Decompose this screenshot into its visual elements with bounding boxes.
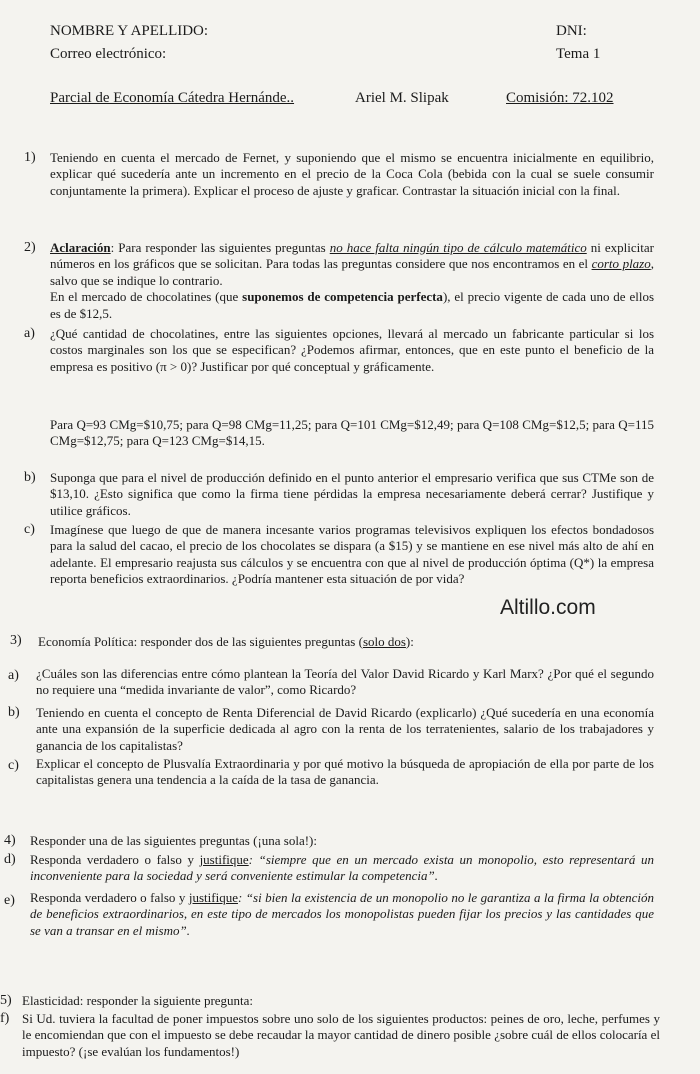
q2a-text: ¿Qué cantidad de chocolatines, entre las siguientes opciones, llevará al mercado un fabricante particular si los costos marginales son los que se especifican? ¿Podemos afirmar, entonces, que en este punto el beneficio de la empresa es positivo (π > 0)? Justificar por qué conceptual y gráficamente. (50, 326, 654, 374)
q2-number: 2) (24, 240, 36, 255)
q2-p2-b: ), el precio vigente de cada uno de ellos es de $12,5. (50, 289, 655, 321)
q4d-u: justifique (199, 852, 249, 867)
dni-label: DNI: (556, 23, 587, 39)
q2-p1-a: : Para responder las siguientes preguntas (110, 240, 330, 255)
q2-p1-c: , salvo que se indique lo contrario. (50, 256, 654, 288)
q2a-label: a) (24, 326, 35, 341)
q3c-text: Explicar el concepto de Plusvalía Extraordinaria y por qué motivo la búsqueda de apropiación de ella por parte de los capitalistas genera una tendencia a la caída de la tasa de ganancia. (36, 756, 654, 788)
tema-label: Tema 1 (556, 46, 601, 62)
email-label: Correo electrónico: (50, 46, 167, 62)
q5f-label: f) (0, 1011, 10, 1026)
q2b-text: Suponga que para el nivel de producción definido en el punto anterior el empresario verifica que sus CTMe son de $13,10. ¿Esto significa que como la firma tiene pérdidas la empresa necesariamente deberá cerrar? Justifique y utilice gráficos. (50, 470, 654, 518)
q3-title-b: ): (405, 634, 414, 649)
q3c-label: c) (8, 758, 19, 773)
q2-aclaracion-label: Aclaración (50, 240, 111, 255)
q3a-text: ¿Cuáles son las diferencias entre cómo plantean la Teoría del Valor David Ricardo y Karl Marx? ¿Por qué el segundo no requiere una “medida invariante de valor”, como Ricardo? (36, 666, 654, 698)
q4e-label: e) (4, 893, 15, 908)
name-label: NOMBRE Y APELLIDO: (50, 23, 209, 39)
q2c-text: Imagínese que luego de que de manera incesante varios programas televisivos expliquen los efectos bondadosos para la salud del cacao, el precio de los chocolates se dispara (a $15) y se mantiene en ese nivel más alto de ahí en adelante. El empresario reajusta sus cálculos y se encuentra con que al nivel de producción óptima (Q*) la empresa reporta beneficios extraordinarios. ¿Podría mantener esta situación de por vida? (50, 522, 654, 587)
q2-clarification (50, 240, 654, 322)
q3a-label: a) (8, 668, 19, 683)
watermark-logo: Altillo.com (500, 596, 596, 619)
q3-number: 3) (10, 633, 22, 648)
q5f-text: Si Ud. tuviera la facultad de poner impuestos sobre uno solo de los siguientes productos: peines de oro, leche, perfumes y le encomiendan que con el impuesto se debe recaudar la mayor cantidad de dinero posible ¿sobre cuál de ellos colocaría el impuesto? (¡se evalúan los fundamentos!) (22, 1011, 660, 1059)
q3b-label: b) (8, 705, 20, 720)
course-title: Parcial de Economía Cátedra Hernánde.. (50, 90, 295, 106)
q2-p1-emph2: corto plazo (591, 256, 651, 272)
q4d-a: Responda verdadero o falso y (30, 852, 200, 867)
q3b-text: Teniendo en cuenta el concepto de Renta Diferencial de David Ricardo (explicarlo) ¿Qué sucedería en una economía ante una expansión de la superficie dedicada al agro con la renta de los terratenientes, salario de los trabajadores y ganancia de los capitalistas? (36, 705, 654, 753)
q2b-label: b) (24, 470, 36, 485)
commission-label: Comisión: 72.102 (506, 90, 614, 106)
q2a-data: Para Q=93 CMg=$10,75; para Q=98 CMg=11,25; para Q=101 CMg=$12,49; para Q=108 CMg=$12,5; para Q=115 CMg=$12,75; para Q=123 CMg=$14,15. (50, 417, 654, 449)
q1-text: Teniendo en cuenta el mercado de Fernet, y suponiendo que el mismo se encuentra inicialmente en equilibrio, explicar qué sucedería ante un incremento en el precio de la Coca Cola (bebida con la cual se suele consumir conjuntamente la primera). Explicar el proceso de ajuste y graficar. Contrastar la situación inicial con la final. (50, 150, 654, 198)
q2-p2-a: En el mercado de chocolatines (que (50, 289, 243, 305)
q3-title (38, 634, 414, 650)
professor-name: Ariel M. Slipak (355, 90, 449, 106)
q4e-b: : “si bien la existencia de un monopolio no le garantiza a la firma la obtención de beneficios extraordinarios, en este tipo de mercados los monopolistas pueden fijar los precios y las cantidades que se van a transar en el mismo”. (30, 890, 655, 938)
q4-title: Responder una de las siguientes preguntas (¡una sola!): (30, 833, 318, 848)
q4e-u: justifique (188, 890, 238, 905)
q4d-text (30, 852, 654, 885)
q4d-label: d) (4, 852, 16, 867)
q2-p2-bold: suponemos de competencia perfecta (242, 289, 443, 305)
q5-title: Elasticidad: responder la siguiente pregunta: (22, 993, 254, 1008)
q5-number: 5) (0, 993, 12, 1008)
q3-title-u: solo dos (362, 634, 406, 649)
q2-p1-b: ni explicitar números en los gráficos que se solicitan. Para todas las preguntas considere que nos encontramos en el (50, 240, 654, 272)
q4e-a: Responda verdadero o falso y (30, 890, 189, 905)
q2-p1-emph: no hace falta ningún tipo de cálculo matemático (329, 240, 587, 255)
q3-title-a: Economía Política: responder dos de las siguientes preguntas ( (38, 634, 363, 649)
q2c-label: c) (24, 522, 35, 537)
q4-number: 4) (4, 833, 16, 848)
q4e-text (30, 890, 654, 939)
q4d-b: : “siempre que en un mercado exista un monopolio, esto representará un inconveniente para la sociedad y será conveniente estimular la competencia”. (30, 852, 654, 884)
q1-number: 1) (24, 150, 36, 165)
